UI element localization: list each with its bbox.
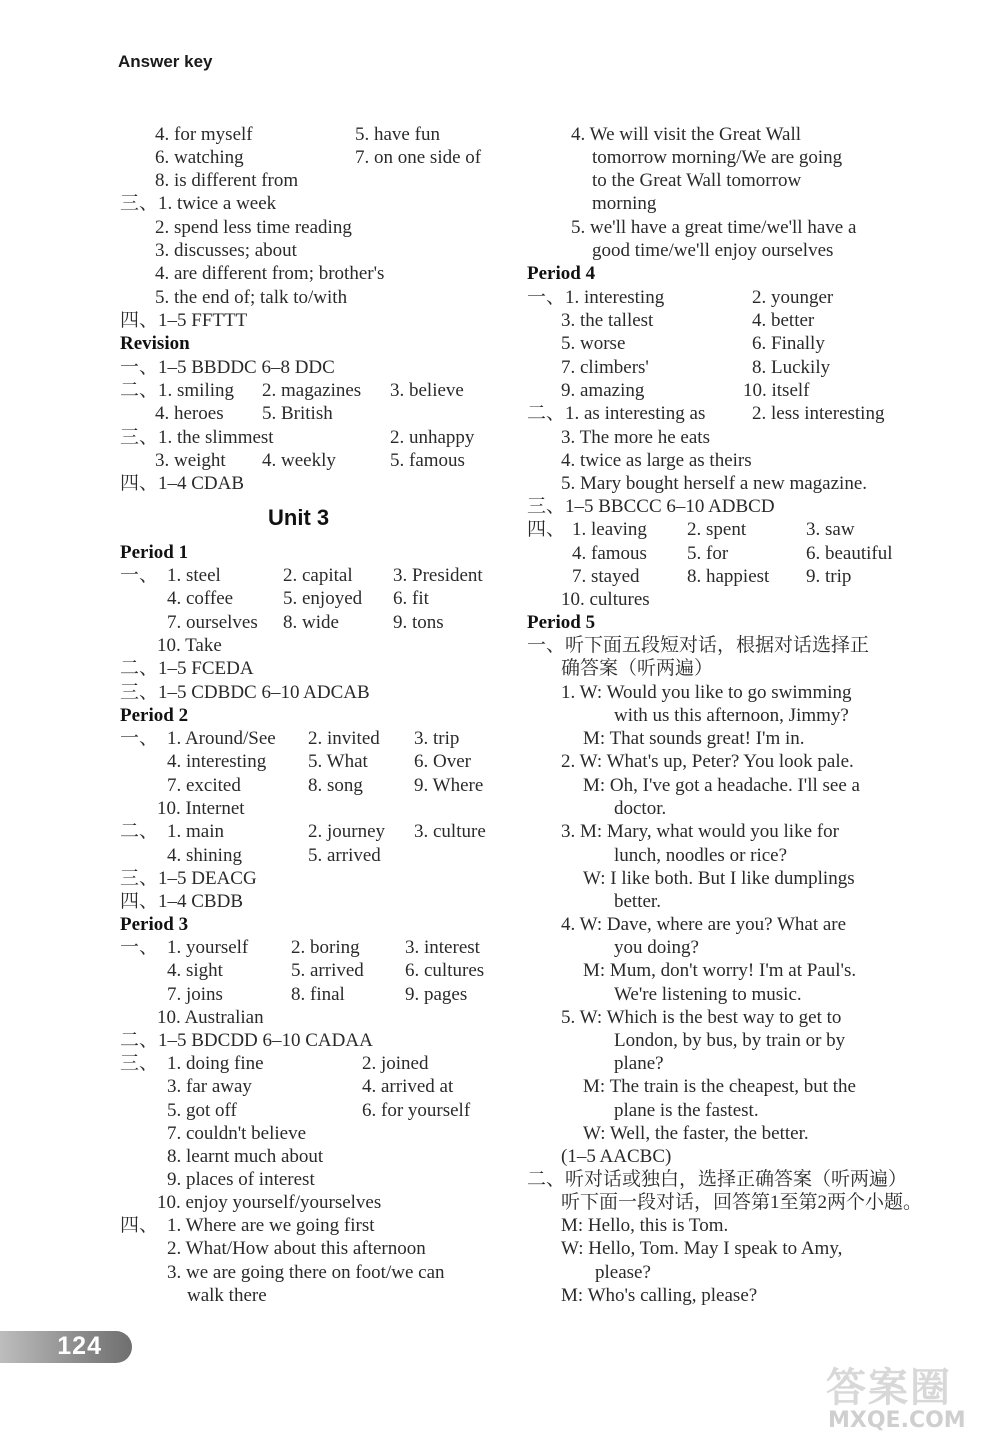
answer-line: 8. final [291, 984, 345, 1005]
answer-line: 3. we are going there on foot/we can [167, 1262, 445, 1283]
answer-line: 一、 [120, 565, 159, 586]
answer-line: with us this afternoon, Jimmy? [614, 705, 849, 726]
answer-line: 6. beautiful [806, 543, 893, 564]
answer-line: 8. song [308, 775, 363, 796]
answer-line: 1. doing fine [167, 1053, 264, 1074]
answer-line: W: I like both. But I like dumplings [583, 868, 855, 889]
answer-line: 一、1–5 BBDDC 6–8 DDC [120, 357, 335, 378]
answer-line: 2. journey [308, 821, 386, 842]
answer-line: better. [614, 891, 661, 912]
answer-line: 三、1. the slimmest [120, 427, 274, 448]
answer-line: 3. culture [414, 821, 486, 842]
answer-line: plane? [614, 1053, 664, 1074]
answer-line: 3. far away [167, 1076, 252, 1097]
answer-line: 9. places of interest [167, 1169, 315, 1190]
answer-line: 4. coffee [167, 588, 234, 609]
unit-title: Unit 3 [268, 505, 330, 530]
answer-line: M: Hello, this is Tom. [561, 1215, 729, 1236]
answer-line: 1. steel [167, 565, 221, 586]
answer-line: 三、1–5 CDBDC 6–10 ADCAB [120, 682, 370, 703]
answer-line: 9. pages [405, 984, 468, 1005]
answer-line: 2. spend less time reading [155, 217, 352, 238]
section-heading: Revision [120, 333, 190, 354]
answer-line: We're listening to music. [614, 984, 802, 1005]
answer-line: please? [595, 1262, 651, 1283]
answer-line: walk there [187, 1285, 267, 1306]
answer-line: 确答案（听两遍） [561, 658, 714, 679]
answer-line: 四、1–4 CBDB [120, 891, 243, 912]
answer-line: (1–5 AACBC) [561, 1146, 672, 1167]
page-number: 124 [57, 1332, 102, 1360]
section-heading: Period 4 [527, 263, 596, 284]
answer-line: 5. W: Which is the best way to get to [561, 1007, 842, 1028]
answer-line: 8. is different from [155, 170, 299, 191]
answer-line: 三、1–5 BBCCC 6–10 ADBCD [527, 496, 775, 517]
answer-line: 10. cultures [561, 589, 650, 610]
answer-line: 10. itself [743, 380, 810, 401]
answer-line: doctor. [614, 798, 667, 819]
answer-line: 5. enjoyed [283, 588, 363, 609]
answer-line: 4. famous [572, 543, 647, 564]
answer-line: 6. cultures [405, 960, 485, 981]
section-heading: Period 5 [527, 612, 596, 633]
answer-line: 10. Take [157, 635, 222, 656]
answer-line: 6. Over [414, 751, 471, 772]
answer-line: 4. sight [167, 960, 223, 981]
answer-line: 8. wide [283, 612, 339, 633]
answer-line: 8. Luckily [752, 357, 831, 378]
answer-line: 3. M: Mary, what would you like for [561, 821, 839, 842]
watermark-url: MXQE.COM [828, 1408, 966, 1433]
answer-line: 7. couldn't believe [167, 1123, 307, 1144]
answer-line: 三、 [120, 1053, 159, 1074]
answer-line: 四、1–5 FFTTT [120, 310, 248, 331]
answer-line: 2. invited [308, 728, 380, 749]
answer-line: morning [592, 193, 657, 214]
answer-line: 1. yourself [167, 937, 249, 958]
answer-line: 4. arrived at [362, 1076, 454, 1097]
answer-line: 2. spent [687, 519, 747, 540]
answer-line: 2. younger [752, 287, 834, 308]
answer-line: 6. for yourself [362, 1100, 471, 1121]
answer-line: plane is the fastest. [614, 1100, 759, 1121]
answer-line: 4. twice as large as theirs [561, 450, 752, 471]
answer-line: 5. famous [390, 450, 465, 471]
answer-line: 6. Finally [752, 333, 825, 354]
answer-line: 10. enjoy yourself/yourselves [157, 1192, 382, 1213]
answer-line: 三、1. twice a week [120, 193, 277, 214]
answer-line: 4. for myself [155, 124, 253, 145]
answer-line: 10. Australian [157, 1007, 264, 1028]
answer-line: 3. saw [806, 519, 855, 540]
answer-line: 2. joined [362, 1053, 429, 1074]
answer-line: 1. Around/See [167, 728, 276, 749]
answer-line: 4. are different from; brother's [155, 263, 385, 284]
answer-line: 3. discusses; about [155, 240, 297, 261]
answer-line: M: That sounds great! I'm in. [583, 728, 805, 749]
answer-line: 3. President [393, 565, 483, 586]
answer-line: 2. W: What's up, Peter? You look pale. [561, 751, 854, 772]
answer-line: 二、1–5 FCEDA [120, 658, 254, 679]
answer-line: 7. excited [167, 775, 241, 796]
answer-line: 二、1. smiling [120, 380, 235, 401]
answer-line: 9. trip [806, 566, 852, 587]
answer-line: 5. Mary bought herself a new magazine. [561, 473, 868, 494]
answer-line: 5. we'll have a great time/we'll have a [571, 217, 857, 238]
answer-line: 2. capital [283, 565, 353, 586]
answer-line: 4. heroes [155, 403, 224, 424]
answer-line: 5. got off [167, 1100, 237, 1121]
answer-line: W: Well, the faster, the better. [583, 1123, 809, 1144]
answer-line: 5. arrived [291, 960, 364, 981]
answer-line: W: Hello, Tom. May I speak to Amy, [561, 1238, 843, 1259]
answer-line: 4. We will visit the Great Wall [571, 124, 802, 145]
answer-line: 四、1–4 CDAB [120, 473, 245, 494]
answer-line: 3. The more he eats [561, 427, 710, 448]
answer-line: 一、听下面五段短对话，根据对话选择正 [527, 635, 870, 656]
section-heading: Period 2 [120, 705, 189, 726]
answer-line: 3. the tallest [561, 310, 654, 331]
answer-line: 1. W: Would you like to go swimming [561, 682, 852, 703]
answer-line: 3. trip [414, 728, 460, 749]
answer-line: 5. arrived [308, 845, 381, 866]
answer-line: 5. worse [561, 333, 626, 354]
answer-line: 二、听对话或独白，选择正确答案（听两遍） [527, 1169, 908, 1190]
answer-line: 4. better [752, 310, 815, 331]
answer-line: 5. have fun [355, 124, 440, 145]
answer-line: 2. less interesting [752, 403, 885, 424]
answer-line: 7. on one side of [355, 147, 482, 168]
answer-line: to the Great Wall tomorrow [592, 170, 802, 191]
answer-line: good time/we'll enjoy ourselves [592, 240, 834, 261]
answer-line: 三、1–5 DEACG [120, 868, 257, 889]
answer-line: 1. leaving [572, 519, 647, 540]
answer-line: 一、1. interesting [527, 287, 665, 308]
answer-line: 4. interesting [167, 751, 267, 772]
answer-line: 5. What [308, 751, 368, 772]
answer-line: 四、 [120, 1215, 159, 1236]
answer-line: 9. tons [393, 612, 444, 633]
section-heading: Period 3 [120, 914, 189, 935]
answer-line: 二、1. as interesting as [527, 403, 706, 424]
answer-line: lunch, noodles or rice? [614, 845, 788, 866]
answer-line: 3. believe [390, 380, 464, 401]
answer-line: 二、 [120, 821, 159, 842]
answer-line: M: The train is the cheapest, but the [583, 1076, 856, 1097]
answer-line: M: Who's calling, please? [561, 1285, 758, 1306]
page-header: Answer key [118, 52, 213, 71]
section-heading: Period 1 [120, 542, 189, 563]
answer-line: 7. climbers' [561, 357, 649, 378]
answer-line: 2. boring [291, 937, 360, 958]
answer-line: 1. main [167, 821, 224, 842]
answer-line: 2. unhappy [390, 427, 475, 448]
answer-line: 2. What/How about this afternoon [167, 1238, 426, 1259]
answer-line: tomorrow morning/We are going [592, 147, 843, 168]
answer-line: 听下面一段对话，回答第1至第2两个小题。 [561, 1192, 923, 1213]
answer-line: 5. the end of; talk to/with [155, 287, 348, 308]
answer-line: 一、 [120, 937, 159, 958]
answer-line: 9. amazing [561, 380, 645, 401]
answer-line: 3. weight [155, 450, 226, 471]
answer-line: 1. Where are we going first [167, 1215, 375, 1236]
page-number-tab [0, 1331, 132, 1363]
answer-line: 4. shining [167, 845, 242, 866]
answer-line: 6. watching [155, 147, 244, 168]
answer-line: London, by bus, by train or by [614, 1030, 846, 1051]
watermark [820, 1352, 990, 1440]
answer-line: 9. Where [414, 775, 484, 796]
answer-line: 4. W: Dave, where are you? What are [561, 914, 847, 935]
watermark-logo: 答案圈 [826, 1365, 952, 1411]
answer-line: 7. ourselves [167, 612, 258, 633]
answer-line: 7. joins [167, 984, 223, 1005]
answer-line: 四、 [527, 519, 566, 540]
answer-line: 7. stayed [572, 566, 640, 587]
answer-line: 5. British [262, 403, 333, 424]
answer-line: you doing? [614, 937, 699, 958]
answer-line: 5. for [687, 543, 729, 564]
answer-line: 4. weekly [262, 450, 336, 471]
answer-line: 2. magazines [262, 380, 362, 401]
answer-line: 10. Internet [157, 798, 245, 819]
answer-line: 3. interest [405, 937, 480, 958]
answer-line: 6. fit [393, 588, 429, 609]
answer-line: 一、 [120, 728, 159, 749]
answer-line: M: Oh, I've got a headache. I'll see a [583, 775, 860, 796]
answer-line: 8. happiest [687, 566, 770, 587]
answer-line: M: Mum, don't worry! I'm at Paul's. [583, 960, 857, 981]
answer-line: 8. learnt much about [167, 1146, 324, 1167]
answer-line: 二、1–5 BDCDD 6–10 CADAA [120, 1030, 373, 1051]
